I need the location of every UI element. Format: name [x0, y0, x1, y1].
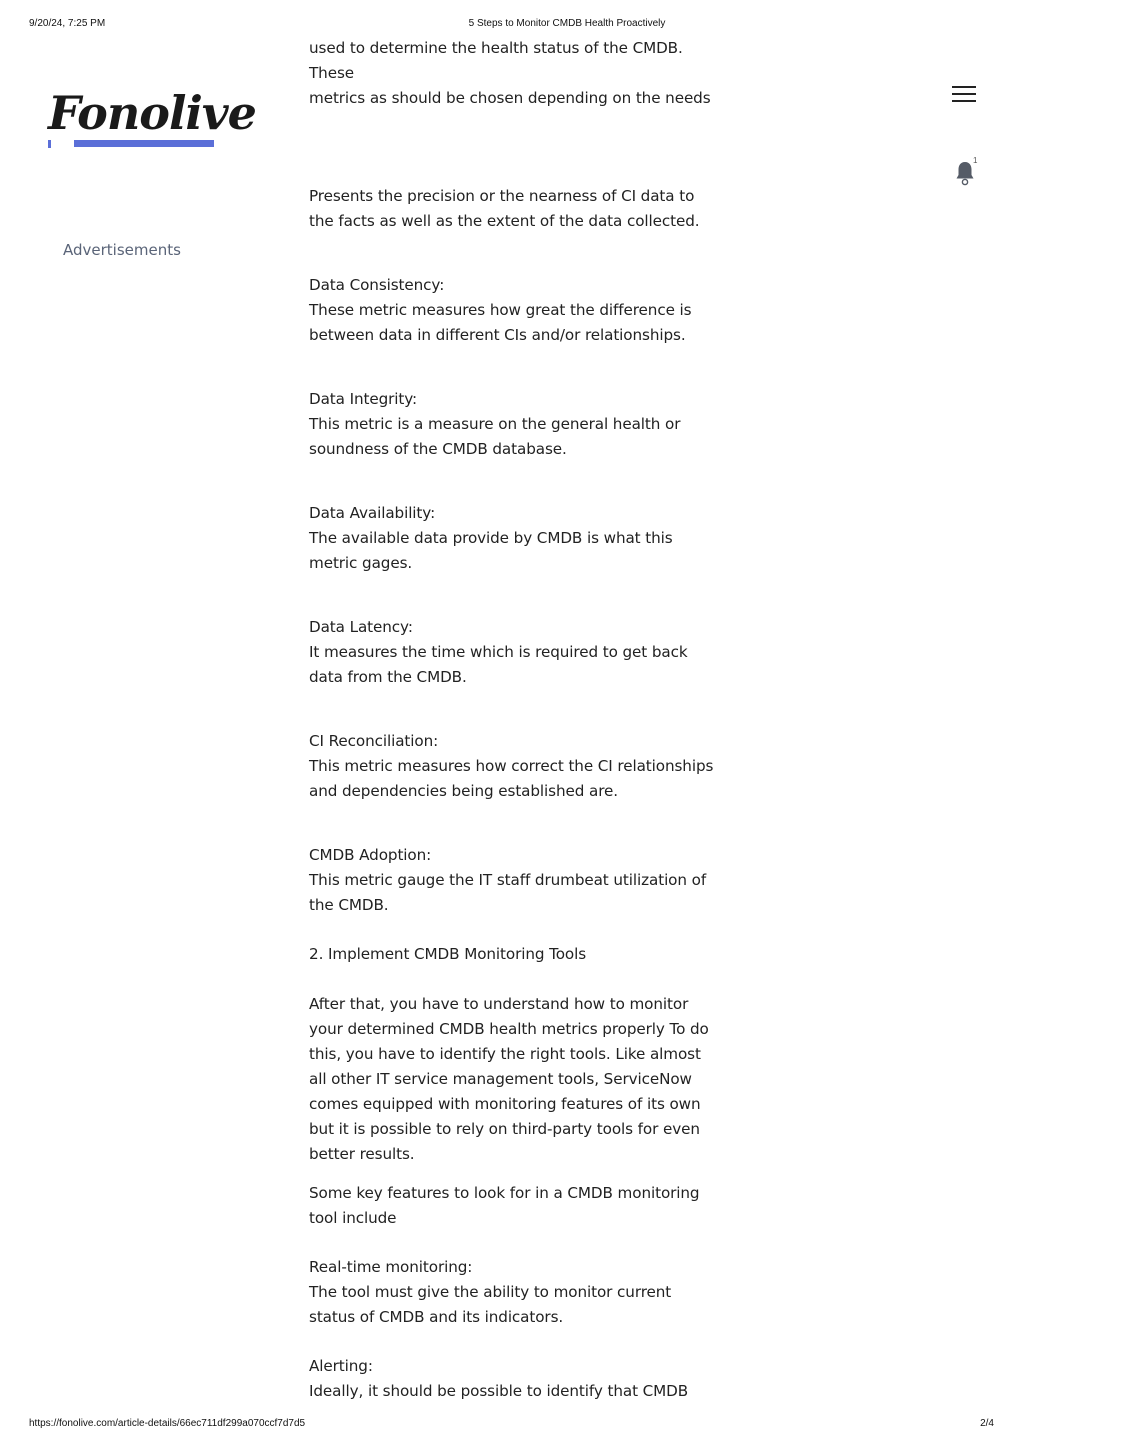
feature-description: The tool must give the ability to monitor current status of CMDB and its indicators. — [309, 1283, 672, 1326]
metric-title: Data Availability: — [309, 504, 436, 522]
article-paragraph: After that, you have to understand how to monitor your determined CMDB health metrics properly To do this, you have to identify the right tools. Like almost all other IT service management tools, ServiceNow comes equipped with monitoring features of its own but it is possible to rely on third-party tools for even better results. — [309, 995, 709, 1163]
metric-item — [309, 501, 719, 576]
feature-item — [309, 1255, 719, 1330]
metric-title: Data Latency: — [309, 618, 413, 636]
metric-description: These metric measures how great the difference is between data in different CIs and/or relationships. — [309, 301, 692, 344]
feature-description: Ideally, it should be possible to identify that CMDB — [309, 1382, 689, 1400]
print-doc-title: 5 Steps to Monitor CMDB Health Proactively — [468, 18, 666, 29]
metric-description: This metric gauge the IT staff drumbeat utilization of the CMDB. — [309, 871, 707, 914]
article-body — [309, 36, 719, 1404]
article-clipped-intro — [309, 36, 719, 107]
print-header — [0, 18, 1024, 32]
hamburger-menu-icon[interactable] — [952, 84, 976, 104]
logo-text: Fonolive — [48, 86, 256, 140]
accuracy-description: Presents the precision or the nearness of CI data to the facts as well as the extent of the data collected. — [309, 187, 700, 230]
notification-bell-button[interactable] — [954, 158, 980, 186]
metric-item — [309, 729, 719, 804]
feature-title: Alerting: — [309, 1357, 373, 1375]
metric-item — [309, 273, 719, 348]
metric-item — [309, 387, 719, 462]
metric-title: CI Reconciliation: — [309, 732, 439, 750]
print-page-number: 2/4 — [980, 1418, 994, 1429]
metric-description: This metric is a measure on the general health or soundness of the CMDB database. — [309, 415, 681, 458]
print-footer — [0, 1418, 1024, 1432]
article-text: used to determine the health status of the CMDB. These — [309, 39, 683, 82]
metric-title: Data Integrity: — [309, 390, 418, 408]
metric-title: CMDB Adoption: — [309, 846, 432, 864]
feature-title: Real-time monitoring: — [309, 1258, 473, 1276]
metric-description: This metric measures how correct the CI relationships and dependencies being established are. — [309, 757, 714, 800]
article-text: metrics as should be chosen depending on the needs — [309, 89, 711, 107]
feature-item — [309, 1354, 719, 1404]
site-logo[interactable] — [48, 82, 256, 152]
section-heading: 2. Implement CMDB Monitoring Tools — [309, 945, 587, 963]
article-paragraph: Some key features to look for in a CMDB monitoring tool include — [309, 1184, 700, 1227]
metric-title: Data Consistency: — [309, 276, 445, 294]
metric-description: The available data provide by CMDB is what this metric gages. — [309, 529, 673, 572]
print-datetime: 9/20/24, 7:25 PM — [29, 18, 106, 29]
print-url: https://fonolive.com/article-details/66ec711df299a070ccf7d7d5 — [29, 1418, 306, 1429]
metric-item — [309, 843, 719, 918]
notification-count: 1 — [973, 156, 978, 165]
metric-description: It measures the time which is required to get back data from the CMDB. — [309, 643, 688, 686]
advertisements-label: Advertisements — [63, 241, 181, 259]
metric-item — [309, 615, 719, 690]
